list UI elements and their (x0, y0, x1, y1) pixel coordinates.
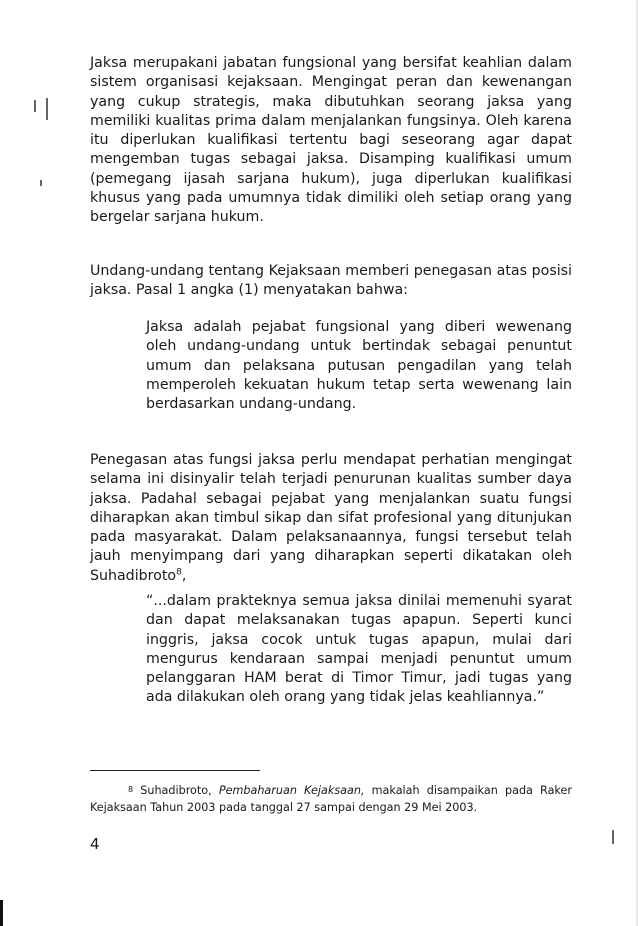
paragraph-3-end: , (181, 567, 187, 584)
scan-edge-mark (0, 900, 3, 926)
footnote-author: Suhadibroto, (140, 784, 219, 797)
block-quote-article-1: Jaksa adalah pejabat fungsional yang diberi wewenang oleh undang-undang untuk bertindak sebagai penuntut umum dan pelaksana putusan pengadilan yang telah memperoleh kekuatan hukum tetap serta wewenang lain berdasarkan undang-undang. (146, 319, 572, 413)
scan-speck (46, 98, 48, 120)
paragraph-1: Jaksa merupakani jabatan fungsional yang bersifat keahlian dalam sistem organisasi kejaksaan. Mengingat peran dan kewenangan yang cukup strategis, maka dibutuhkan seorang jaksa yang memiliki kualitas prima dalam menjalankan fungsinya. Oleh karena itu diperlukan kualifikasi tertentu bagi seseorang agar dapat mengemban tugas sebagai jaksa. Disamping kualifikasi umum (pemegang ijasah sarjana hukum), juga diperlukan kualifikasi khusus yang pada umumnya tidak dimiliki oleh setiap orang yang bergelar sarjana hukum. (90, 55, 572, 226)
scan-speck (40, 180, 42, 186)
paragraph-3 (90, 451, 572, 586)
footnote-title: Pembaharuan Kejaksaan, (218, 784, 365, 797)
paragraph-2: Undang-undang tentang Kejaksaan memberi penegasan atas posisi jaksa. Pasal 1 angka (1) menyatakan bahwa: (90, 263, 572, 299)
footnote-mark: 8 (128, 785, 134, 794)
paragraph-3-text: Penegasan atas fungsi jaksa perlu mendapat perhatian mengingat selama ini disinyalir telah terjadi penurunan kualitas sumber daya jaksa. Padahal sebagai pejabat yang menjalankan suatu fungsi diharapkan akan timbul sikap dan sifat profesional yang ditunjukan pada masyarakat. Dalam pelaksanaannya, fungsi tersebut telah jauh menyimpang dari yang diharapkan seperti dikatakan oleh Suhadibroto (90, 452, 572, 584)
footnote-reference: 8 (176, 567, 182, 578)
block-quote-suhadibroto: “...dalam prakteknya semua jaksa dinilai memenuhi syarat dan dapat melaksanakan tugas apapun. Seperti kunci inggris, jaksa cocok untuk tugas apapun, mulai dari mengurus kendaraan sampai menjadi penuntut umum pelanggaran HAM berat di Timor Timur, jadi tugas yang ada dilakukan oleh orang yang tidak jelas keahliannya.” (146, 593, 572, 706)
page-number: 4 (90, 835, 100, 853)
scan-speck (34, 100, 36, 112)
footnote-8 (90, 781, 572, 816)
footnote-text: makalah disampaikan pada Raker Kejaksaan Tahun 2003 pada tanggal 27 sampai dengan 29 Mei 2003. (90, 784, 572, 814)
scan-speck (612, 830, 614, 844)
footnote-divider (90, 770, 260, 771)
